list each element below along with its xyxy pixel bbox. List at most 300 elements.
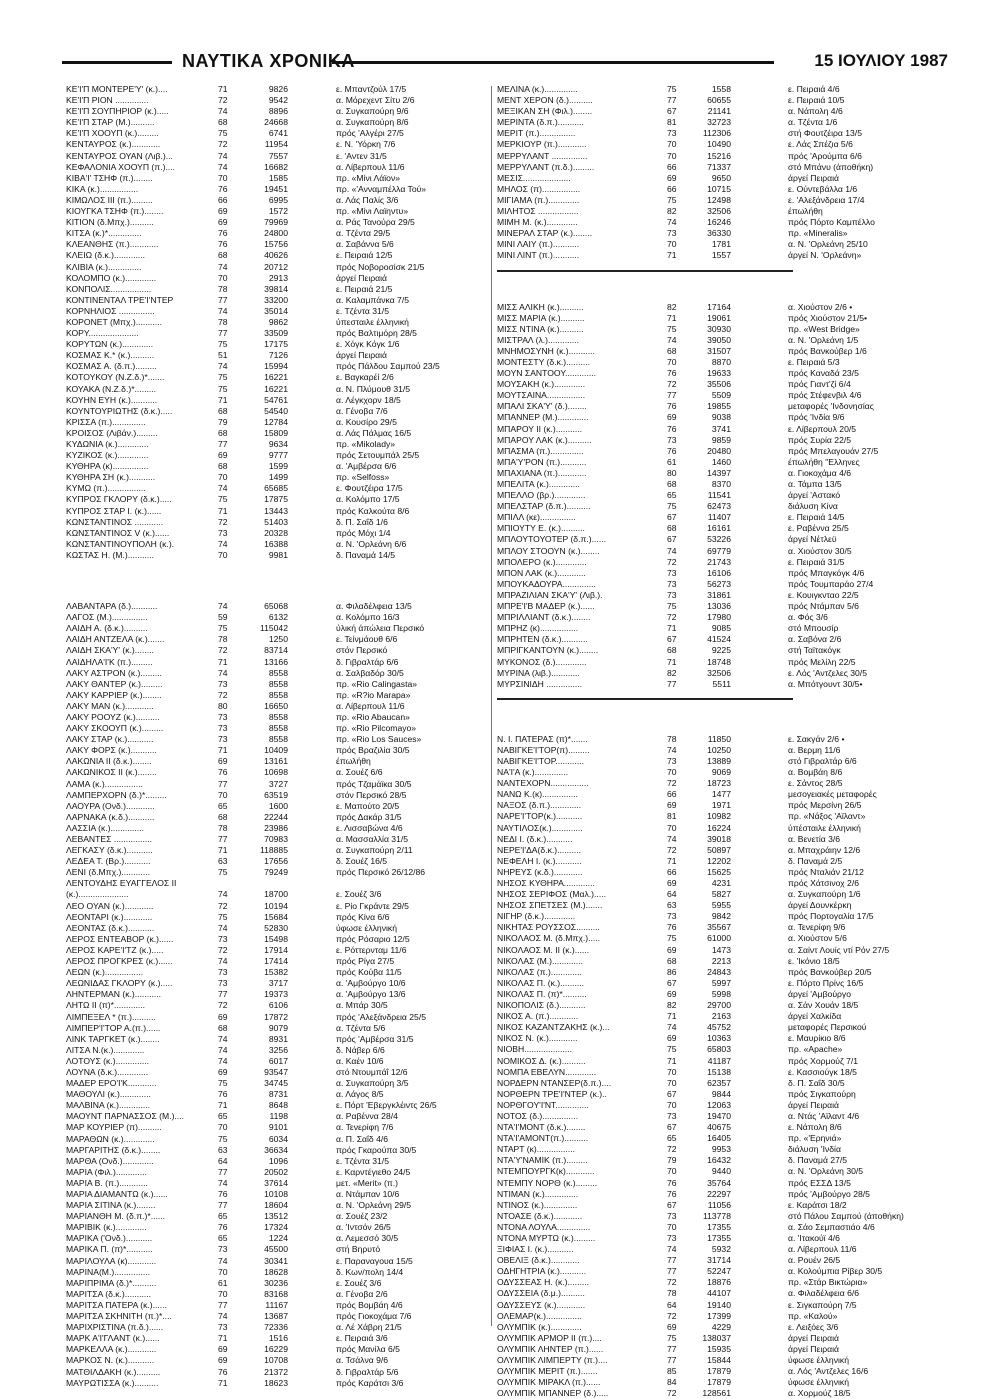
tonnage: 10698: [264, 767, 288, 778]
tonnage: 9440: [711, 1166, 731, 1177]
tonnage: 3717: [268, 978, 288, 989]
build-year: 65: [667, 1133, 677, 1144]
ship-name: ΜΑΡΘΑ (Ονδ.).............: [66, 1155, 154, 1166]
ship-entry-row: [497, 206, 927, 217]
tonnage: 17875: [264, 494, 288, 505]
ship-status: ε. Μαπούτο 20/5: [336, 800, 400, 811]
ship-entry-row: [497, 412, 927, 423]
ship-status: έπωλήθη: [336, 756, 371, 767]
ship-status: α. Ντάς 'Αϊλαντ 4/6: [788, 1110, 860, 1121]
ship-status: ύπέσταιλε έλληνική: [788, 822, 861, 833]
ship-entry-row: [497, 1277, 927, 1288]
tonnage: 1585: [268, 172, 288, 183]
ship-name: ΜΟΥΣΑΚΗ (κ.).............: [497, 379, 586, 390]
ship-name: ΝΤΑΡΤ (κ)................: [497, 1144, 575, 1155]
tonnage: 17656: [264, 856, 288, 867]
build-year: 71: [667, 250, 677, 261]
ship-status: α. Ραβέννα 28/4: [336, 1111, 398, 1122]
ship-status: ε. Σουέζ 3/6: [336, 1277, 382, 1288]
build-year: 66: [667, 183, 677, 194]
ship-status: άργεί Νέτλεϋ: [788, 534, 837, 545]
build-year: 72: [667, 1144, 677, 1155]
ship-name: ΜΗΛΟΣ (π)................: [497, 183, 581, 194]
ship-name: ΜΑΡΚ Α'Ι'ΓΛΑΝΤ (κ.)......: [66, 1333, 160, 1344]
ship-status: α. Λεμεσσό 30/5: [336, 1233, 399, 1244]
ship-entry-row: [66, 989, 486, 1000]
tonnage: 15809: [264, 427, 288, 438]
ship-name: ΝΗΡΕΥΣ (κ.δ.)............: [497, 866, 583, 877]
ship-entry-row: [497, 128, 927, 139]
ship-entry-row: [66, 350, 486, 361]
ship-status: ε. Πειραιά 10/5: [788, 95, 845, 106]
ship-entry-row: [66, 1211, 486, 1222]
tonnage: 115042: [259, 623, 288, 634]
ship-entry-row: [66, 151, 486, 162]
build-year: 73: [218, 933, 228, 944]
ship-name: ΚΛΕΙΩ (δ.κ.).............: [66, 250, 146, 261]
tonnage: 17879: [707, 1377, 731, 1388]
ship-status: πρός Περσικό 26/12/86: [336, 867, 426, 878]
ship-status: ε. Πόρτ 'Εβεργκλέιντς 26/5: [336, 1100, 437, 1111]
build-year: 71: [667, 1055, 677, 1066]
ship-status: α. Μπαχράιην 12/6: [788, 844, 861, 855]
tonnage: 12202: [707, 855, 731, 866]
ship-entry-row: [66, 1278, 486, 1289]
ship-name: ΜΑΡΙΠΡΙΜΑ (δ.)*..........: [66, 1277, 157, 1288]
ship-entry-row: [66, 723, 486, 734]
ship-name: ΛΙΝΚ ΤΑΡΓΚΕΤ (κ.)........: [66, 1033, 160, 1044]
build-year: 75: [218, 339, 228, 350]
ship-name: ΛΗΤΩ II (π)*.............: [66, 1000, 146, 1011]
ship-entry-row: [497, 1244, 927, 1255]
ship-name: ΛΕΩΝΙΔΑΣ ΓΚΛΟΡΥ (κ.).....: [66, 978, 173, 989]
ship-name: ΝΙΚΟΠΟΛΙΣ (δ.)...........: [497, 1000, 586, 1011]
tonnage: 8870: [711, 356, 731, 367]
build-year: 71: [667, 656, 677, 667]
tonnage: 17414: [264, 956, 288, 967]
ship-entry-row: [497, 1211, 927, 1222]
tonnage: 79969: [264, 217, 288, 228]
tonnage: 52247: [707, 1266, 731, 1277]
ship-status: άργεί Δουνκέρκη: [788, 900, 852, 911]
ship-name: ΟΛΥΜΠΙΚ ΜΠΑΝΝΕΡ (δ.).....: [497, 1388, 609, 1399]
ship-status: α. Λάς Παλίς 3/6: [336, 194, 399, 205]
ship-name: ΜΑΡΙΑΝΘΗ Μ. (δ.π.)*......: [66, 1211, 166, 1222]
ship-name: ΚΕΝΤΑΥΡΟΣ ΟΥΑΝ (Λιβ.)...: [66, 150, 173, 161]
ship-entry-row: [497, 645, 927, 656]
tonnage: 8558: [268, 678, 288, 689]
ship-name: ΜΥΚΟΝΟΣ (δ.).............: [497, 656, 587, 667]
ship-name: ΜΠΛΟΥ ΣΤΟΟΥΝ (κ.)........: [497, 545, 600, 556]
tonnage: 24668: [264, 117, 288, 128]
ship-status: πρ. «Rio Calingasta»: [336, 678, 418, 689]
tonnage: 30930: [707, 323, 731, 334]
ship-entry-row: [497, 1155, 927, 1166]
build-year: 74: [218, 538, 228, 549]
ship-status: πρός Σιγκαπούρη: [788, 1088, 856, 1099]
build-year: 78: [218, 822, 228, 833]
ship-name: ΛΕΓΚΑΣΥ (δ.κ.)...........: [66, 845, 153, 856]
tonnage: 19855: [707, 401, 731, 412]
ship-name: ΜΠΡΙΓΚΑΝΤΟΥΝ (κ.)........: [497, 645, 599, 656]
ship-entry-row: [497, 867, 927, 878]
ship-entry-row: [497, 1044, 927, 1055]
ship-list-group: [497, 84, 927, 262]
build-year: 82: [667, 206, 677, 217]
ship-status: α. 'Ιντσόν 26/5: [336, 1222, 391, 1233]
build-year: 75: [667, 933, 677, 944]
ship-entry-row: [66, 1200, 486, 1211]
ship-name: ΚΕΦΑΛΟΝΙΑ ΧΟΟΥΠ (π.)....: [66, 161, 176, 172]
build-year: 82: [667, 667, 677, 678]
ship-name: ΚΟΝΠΟΛΙΣ.................: [66, 283, 152, 294]
ship-status: α. Συγκαπούρη 9/6: [336, 106, 409, 117]
tonnage: 10982: [707, 811, 731, 822]
ship-name: ΝΤΑ'Υ'ΝΑΜΙΚ (π.).........: [497, 1155, 588, 1166]
ship-name: ΟΔΥΣΣΕΑΣ Η. (κ.).........: [497, 1277, 590, 1288]
ship-entry-row: [66, 1300, 486, 1311]
ship-status: α. Ν. 'Ορλεάνη 29/5: [336, 1200, 412, 1211]
ship-status: ε. 'Ικόνιο 18/5: [788, 955, 840, 966]
ship-name: ΚΩΝΣΤΑΝΤΙΝΟΣ V (κ.)......: [66, 527, 170, 538]
tonnage: 16388: [264, 538, 288, 549]
ship-name: ΝΙΚΟΛΑΣ (Μ.).............: [497, 955, 584, 966]
ship-entry-row: [497, 313, 927, 324]
build-year: 74: [218, 150, 228, 161]
ship-entry-row: [66, 1078, 486, 1089]
tonnage: 51403: [264, 516, 288, 527]
ship-list-group: [497, 302, 927, 690]
ship-status: πρός 'Αλεξάνδρεια 25/5: [336, 1011, 427, 1022]
ship-status: στή Φουτζέιρα 13/5: [788, 128, 862, 139]
ship-entry-row: [66, 494, 486, 505]
tonnage: 19451: [264, 183, 288, 194]
ship-entry-row: [497, 379, 927, 390]
tonnage: 70983: [264, 834, 288, 844]
tonnage: 5955: [711, 900, 731, 911]
build-year: 74: [218, 601, 228, 612]
ship-name: ΜΑΡΚΕΛΛΑ (κ.)............: [66, 1344, 157, 1355]
ship-name: ΛΑΙΔΗΛΑ'Ι'Κ (π.).........: [66, 656, 153, 667]
ship-name: ΝΤΟΝΑ ΛΟΥΛΑ..............: [497, 1221, 591, 1232]
ship-status: πρός Βανκούβερ 20/5: [788, 966, 872, 977]
ship-status: α. Καλαμπάνκα 7/5: [336, 294, 409, 305]
ship-status: πρός ΕΣΣΔ 13/5: [788, 1177, 851, 1188]
ship-status: δ. Γιβραλτάρ 6/6: [336, 656, 399, 667]
ship-name: ΚΙΤΣΑ (κ.)*..............: [66, 228, 142, 239]
build-year: 75: [667, 84, 677, 94]
ship-entry-row: [497, 978, 927, 989]
ship-name: ΝΤΙΝΟΣ (κ.)..............: [497, 1199, 578, 1210]
ship-entry-row: [497, 1067, 927, 1078]
ship-entry-row: [66, 756, 486, 767]
ship-entry-row: [66, 428, 486, 439]
build-year: 74: [218, 1033, 228, 1044]
ship-status: δ. Νάβερ 6/6: [336, 1044, 385, 1055]
tonnage: 5827: [711, 889, 731, 900]
ship-entry-row: [497, 217, 927, 228]
ship-status: στό Γιβραλτάρ 6/6: [788, 755, 857, 766]
tonnage: 16106: [707, 567, 731, 578]
build-year: 59: [218, 612, 228, 623]
build-year: 69: [667, 1321, 677, 1332]
ship-name: ΟΔΗΓΗΤΡΙΑ (κ.)...........: [497, 1266, 587, 1277]
tonnage: 9777: [268, 450, 288, 461]
ship-name: ΜΠΟΛΕΡΟ (κ.).............: [497, 556, 587, 567]
build-year: 74: [218, 956, 228, 967]
ship-list-group: [497, 734, 927, 1399]
ship-entry-row: [497, 668, 927, 679]
ship-status: ε. Λός 'Αντζελες 30/5: [788, 667, 867, 678]
tonnage: 15498: [264, 933, 288, 944]
ship-name: ΚΡΟΙΣΟΣ (Λιβάν.).........: [66, 427, 158, 438]
tonnage: 8558: [268, 667, 288, 678]
ship-entry-row: [497, 173, 927, 184]
ship-entry-row: [497, 922, 927, 933]
ship-status: πρός Μερσίνη 26/5: [788, 800, 862, 811]
ship-name: ΛΕΩΝ (κ.)................: [66, 967, 144, 978]
ship-name: ΜΙΝΙ ΛΙΝΤ (π.)...........: [497, 250, 580, 261]
tonnage: 1971: [711, 800, 731, 811]
ship-name: ΜΑΡΙΒΙΚ (κ.).............: [66, 1222, 147, 1233]
tonnage: 16229: [264, 1344, 288, 1355]
tonnage: 16224: [707, 822, 731, 833]
ship-status: α. Κολούμπια Ρίβερ 30/5: [788, 1266, 883, 1277]
ship-entry-row: [497, 767, 927, 778]
ship-status: πρός Τζαμάϊκα 30/5: [336, 778, 412, 789]
ship-status: στή Βηρυτό: [336, 1244, 381, 1255]
build-year: 70: [667, 1221, 677, 1232]
ship-status: πρός Κίνα 6/6: [336, 911, 390, 922]
ship-entry-row: [66, 461, 486, 472]
ship-status: α. Π. Σαΐδ 4/6: [336, 1133, 389, 1144]
ship-name: ΛΑΚΥ ΘΑΝΤΕΡ (κ.).........: [66, 678, 163, 689]
ship-entry-row: [66, 184, 486, 195]
ship-name: ΜΕΛΙΝΑ (κ.)..............: [497, 84, 578, 94]
tonnage: 14397: [707, 467, 731, 478]
ship-name: ΞΙΦΙΑΣ Ι. (κ.)...........: [497, 1244, 574, 1255]
ship-name: ΜΠΑΡΟΥ II (κ.)...........: [497, 423, 583, 434]
tonnage: 18723: [707, 778, 731, 789]
ship-entry-row: [66, 550, 486, 561]
tonnage: 9842: [711, 911, 731, 922]
ship-entry-row: [66, 295, 486, 306]
tonnage: 17980: [707, 612, 731, 623]
ship-status: πρός 'Αμβούργο 28/5: [788, 1188, 870, 1199]
ship-name: ΛΑΚΥ ΚΑΡΡΙΕΡ (κ.)........: [66, 689, 162, 700]
ship-entry-row: [497, 1111, 927, 1122]
ship-entry-row: [497, 657, 927, 668]
ship-entry-row: [497, 679, 927, 690]
tonnage: 36634: [264, 1144, 288, 1155]
ship-status: α. Ν. 'Ορλεάνη 25/10: [788, 239, 868, 250]
ship-status: α. Γένοβα 2/6: [336, 1288, 388, 1299]
build-year: 70: [667, 767, 677, 778]
tonnage: 10108: [264, 1189, 288, 1199]
ship-status: ε. Βαγκαρέί 2/6: [336, 372, 394, 383]
build-year: 82: [667, 301, 677, 312]
ship-entry-row: [66, 1233, 486, 1244]
ship-name: ΝΕΡΕ'Ι'ΔΑ(δ.κ.)..........: [497, 844, 581, 855]
tonnage: 21743: [707, 556, 731, 567]
ship-name: ΜΑΡΙΚΑ Π. (π)*...........: [66, 1244, 153, 1255]
tonnage: 17175: [264, 339, 288, 350]
ship-status: άργεί Πειραιά: [788, 1099, 839, 1110]
build-year: 78: [667, 1288, 677, 1299]
tonnage: 1557: [711, 250, 731, 261]
ship-name: ΛΕΟΝΤΑΣ (δ.κ.)...........: [66, 922, 155, 933]
ship-entry-row: [497, 1377, 927, 1388]
ship-status: πρός Πορτογαλία 17/5: [788, 911, 874, 922]
ship-status: πρός Χιούστον 21/5•: [788, 312, 868, 323]
ship-entry-row: [66, 878, 486, 889]
ship-name: ΚΥΘΗΡΑ (κ)...............: [66, 461, 149, 472]
tonnage: 35764: [707, 1177, 731, 1188]
build-year: 68: [667, 645, 677, 656]
ship-status: στή Ταϊτακόγκ: [788, 645, 841, 656]
tonnage: 17872: [264, 1011, 288, 1022]
build-year: 86: [667, 966, 677, 977]
ship-entry-row: [66, 1367, 486, 1378]
ship-entry-row: [497, 335, 927, 346]
header-rule-right: [332, 61, 774, 64]
ship-status: α. 'Αμβέρσα 6/6: [336, 461, 397, 472]
ship-status: ε. Λάς Σπέζια 5/6: [788, 139, 853, 150]
ship-status: ε. Καράτσι 18/2: [788, 1199, 847, 1210]
ship-status: πρ. «Rio Los Sauces»: [336, 734, 422, 745]
build-year: 75: [667, 323, 677, 334]
build-year: 74: [218, 667, 228, 678]
tonnage: 3727: [268, 778, 288, 789]
ship-name: ΚΕ'Ι'Π ΣΤΑΡ (Μ.)..........: [66, 117, 155, 128]
build-year: 71: [218, 84, 228, 94]
ship-entry-row: [66, 923, 486, 934]
ship-name: ΛΑΙΔΗ ΑΝΤΖΕΛΑ (κ.).......: [66, 634, 165, 645]
build-year: 77: [218, 439, 228, 449]
ship-status: α. Καέν 10/6: [336, 1055, 384, 1066]
ship-entry-row: [497, 734, 927, 745]
ship-entry-row: [66, 339, 486, 350]
build-year: 68: [667, 523, 677, 534]
ship-status: μεταφορές 'Ινδονησίας: [788, 401, 874, 412]
ship-entry-row: [497, 239, 927, 250]
build-year: 74: [667, 545, 677, 556]
ship-status: άργεί Πειραιά: [336, 350, 387, 361]
ship-entry-row: [497, 834, 927, 845]
build-year: 78: [667, 733, 677, 744]
ship-status: ε. Μαυρίκιο 8/6: [788, 1033, 846, 1044]
ship-name: ΝΟΡΘΕΡΝ ΤΡΕ'Ι'ΝΤΕΡ (κ.)..: [497, 1088, 607, 1099]
build-year: 75: [218, 372, 228, 383]
tonnage: 15684: [264, 911, 288, 922]
build-year: 72: [218, 689, 228, 700]
build-year: 73: [667, 228, 677, 239]
ship-status: α. Σαίντ Λουίς ντί Ρόν 27/5: [788, 944, 890, 955]
ship-status: α. Σάν Χουάν 18/5: [788, 1000, 859, 1011]
ship-entry-row: [497, 557, 927, 568]
ship-status: πρός Μόχι 1/4: [336, 527, 391, 538]
ship-status: α. Ντάμπαν 10/6: [336, 1189, 400, 1199]
ship-entry-row: [497, 1166, 927, 1177]
ship-name: ΛΕΡΟΣ ΚΑΡΕ'Ι'ΤΖ (κ.).....: [66, 944, 164, 955]
ship-entry-row: [66, 273, 486, 284]
ship-entry-row: [497, 1133, 927, 1144]
tonnage: 18623: [264, 1377, 288, 1388]
ship-status: άργεί Πειραιά: [336, 272, 387, 283]
ship-entry-row: [66, 1256, 486, 1267]
tonnage: 1477: [711, 789, 731, 800]
build-year: 73: [667, 567, 677, 578]
build-year: 69: [218, 450, 228, 461]
ship-name: ΝΟΤΟΣ (δ.)...............: [497, 1110, 579, 1121]
ship-name: ΜΙΛΗΤΟΣ .................: [497, 206, 579, 217]
build-year: 69: [218, 1344, 228, 1355]
ship-status: α. 'Αμβούργο 13/6: [336, 989, 406, 1000]
ship-name: ΛΑΚΩΝΙΑ II (δ.κ.)........: [66, 756, 152, 767]
tonnage: 8370: [711, 479, 731, 489]
build-year: 73: [218, 734, 228, 745]
ship-status: ε. Μπαντζούλ 17/5: [336, 84, 407, 94]
ship-name: ΚΩΝΣΤΑΝΤΙΝΟΣ ............: [66, 516, 164, 527]
tonnage: 65685: [264, 483, 288, 494]
ship-entry-row: [66, 701, 486, 712]
ship-entry-row: [497, 1000, 927, 1011]
build-year: 68: [218, 405, 228, 416]
ship-name: ΜΑΡΙΑ ΣΙΤΙΝΑ (κ.)........: [66, 1200, 156, 1211]
ship-entry-row: [497, 956, 927, 967]
ship-status: α. Μπότγουντ 30/5•: [788, 678, 863, 689]
ship-name: ΚΡΙΣΣΑ (π.)..............: [66, 416, 146, 427]
build-year: 69: [218, 756, 228, 767]
build-year: 70: [667, 150, 677, 161]
ship-entry-row: [66, 284, 486, 295]
ship-status: ε. Σάντος 28/5: [788, 778, 843, 789]
tonnage: 16650: [264, 700, 288, 711]
ship-status: πρ. «Selfoss»: [336, 472, 390, 483]
tonnage: 65803: [707, 1044, 731, 1055]
build-year: 73: [218, 711, 228, 722]
tonnage: 9079: [268, 1022, 288, 1033]
build-year: 74: [218, 1044, 228, 1055]
ship-name: ΜΕΡΡΥΛΑΝΤ (π.δ.).........: [497, 161, 595, 172]
build-year: 66: [667, 789, 677, 800]
tonnage: 8731: [268, 1089, 288, 1100]
ship-entry-row: [66, 889, 486, 900]
left-column: [66, 84, 486, 1389]
ship-entry-row: [497, 479, 927, 490]
ship-entry-row: [497, 933, 927, 944]
ship-entry-row: [497, 1122, 927, 1133]
tonnage: 33509: [264, 328, 288, 339]
ship-status: α. Λίβερπουλ 11/6: [336, 700, 405, 711]
tonnage: 63519: [264, 789, 288, 800]
tonnage: 19633: [707, 368, 731, 379]
ship-entry-row: [66, 117, 486, 128]
ship-name: ΟΛΥΜΠΙΚ ΛΙΜΠΕΡΤΥ (π.)....: [497, 1355, 608, 1366]
ship-status: α. Λίβερπουλ 11/6: [788, 1244, 857, 1255]
ship-status: ε. Καρντέγιεθο 24/5: [336, 1166, 411, 1177]
ship-status: ε. Πειραιά 21/5: [336, 283, 393, 294]
ship-name: ΛΕΟ ΟΥΑΝ (κ.)............: [66, 900, 154, 911]
tonnage: 7126: [268, 350, 288, 361]
ship-status: στό Μπάνυ (άποθήκη): [788, 161, 874, 172]
build-year: 73: [218, 978, 228, 989]
build-year: 67: [667, 977, 677, 988]
tonnage: 52830: [264, 922, 288, 933]
tonnage: 83168: [264, 1288, 288, 1299]
tonnage: 32506: [707, 667, 731, 678]
ship-name: ΚΕΝΤΑΥΡΟΣ (κ.)............: [66, 139, 161, 150]
